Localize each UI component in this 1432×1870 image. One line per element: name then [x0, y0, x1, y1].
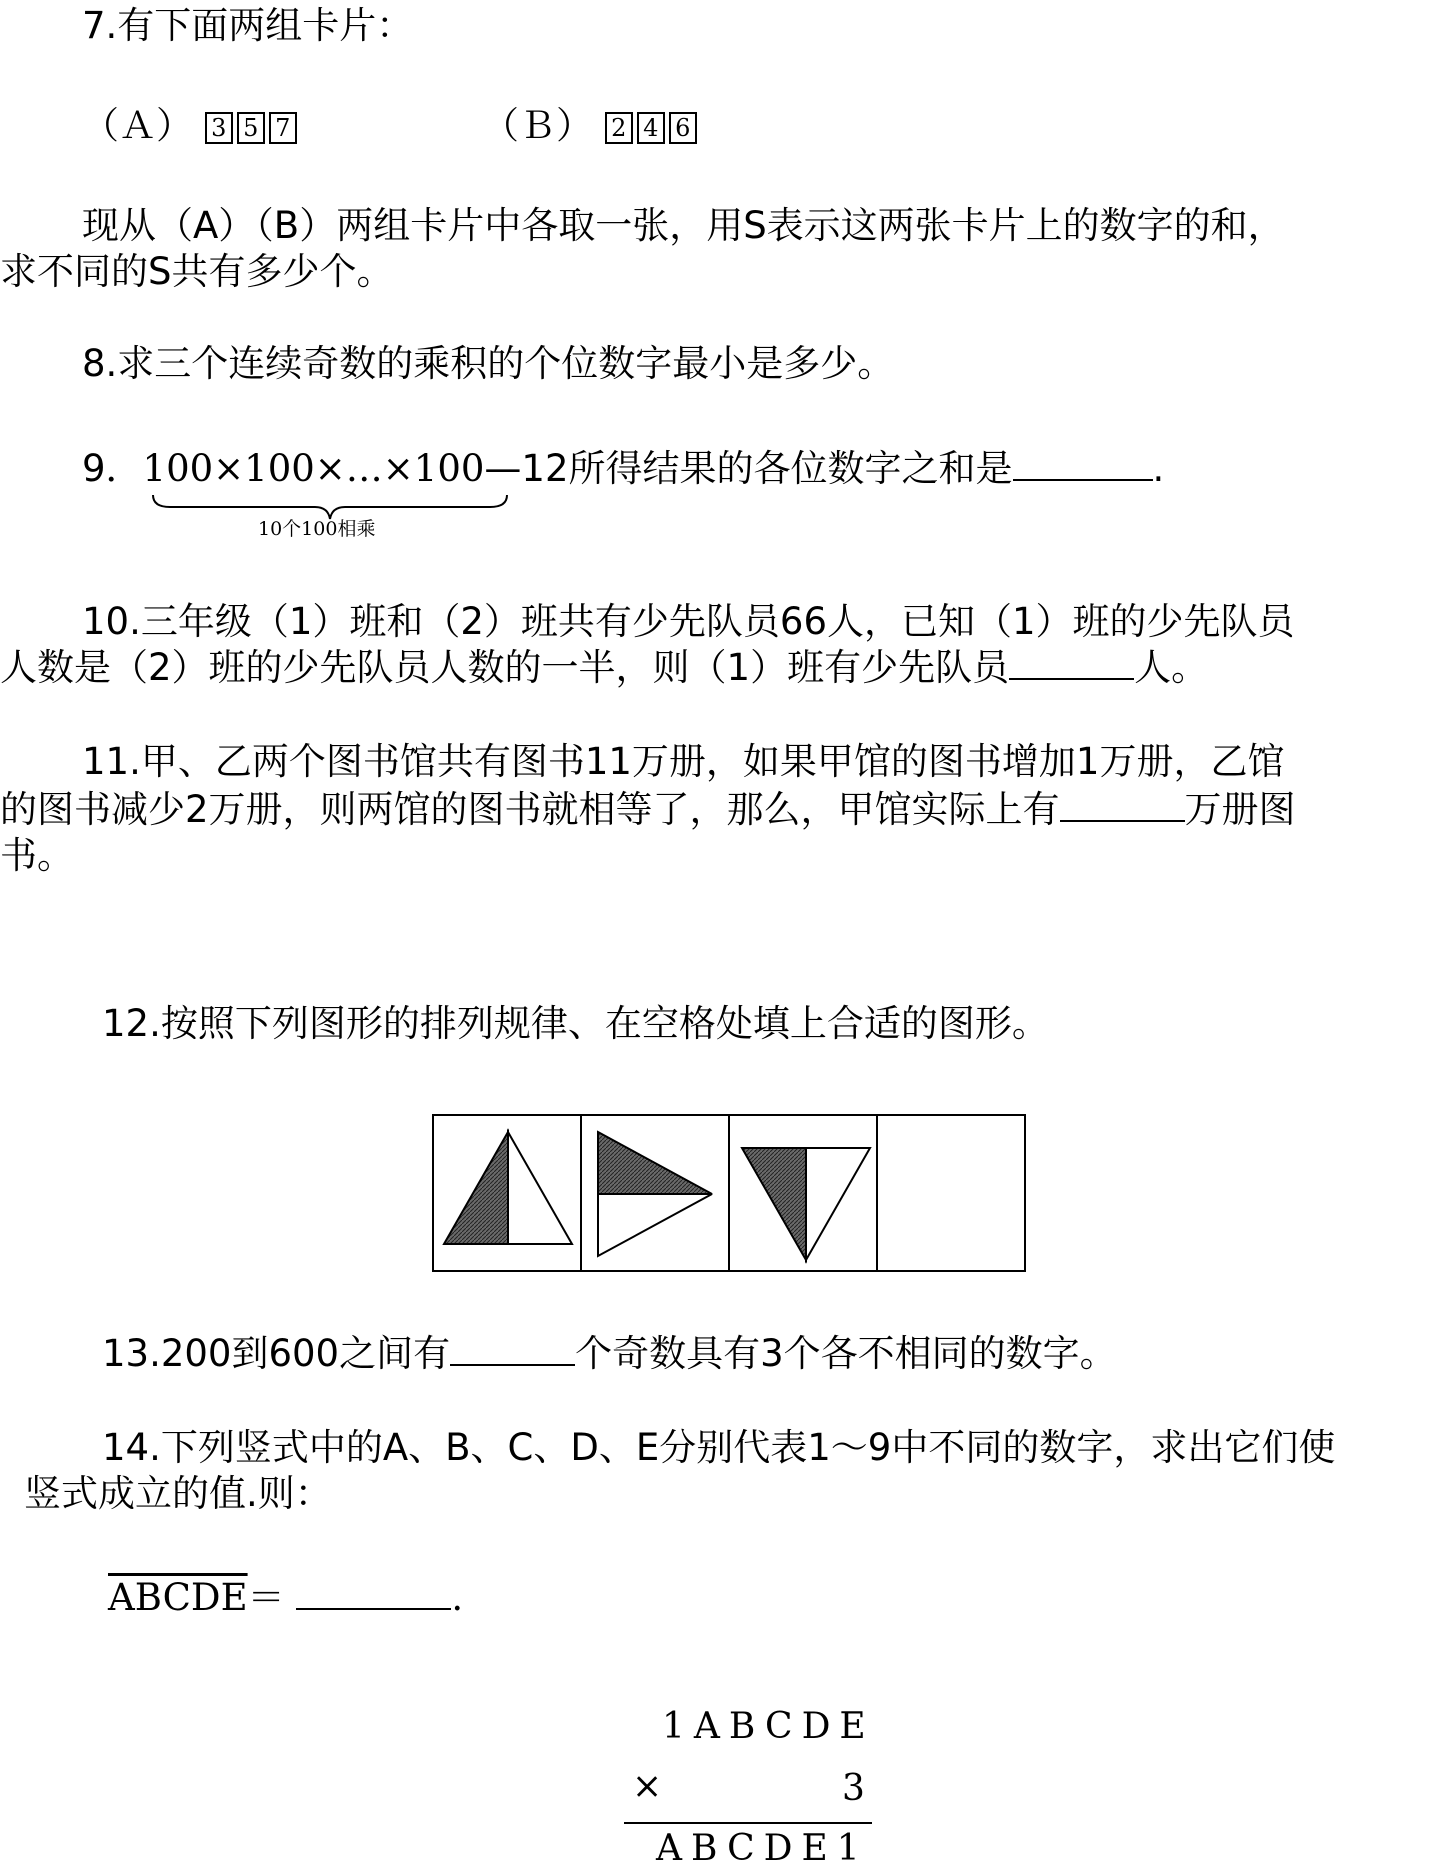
q9-expression: 100×100×…×100: [142, 447, 485, 490]
q14-answer-blank[interactable]: [296, 1574, 451, 1610]
q9-line: [82, 445, 1164, 493]
q7-cards-row-b: [482, 102, 701, 150]
card-a-1: 3: [205, 112, 233, 144]
q14-row3: ABCDE1: [656, 1828, 869, 1869]
q10-answer-blank[interactable]: [1009, 644, 1134, 680]
card-a-3: 7: [269, 112, 297, 144]
q7-text-line2: 求不同的S共有多少个。: [0, 250, 394, 293]
q11-line3: 书。: [0, 834, 74, 877]
q14-answer-label: ABCDE: [108, 1576, 248, 1619]
q14-answer-line: [108, 1574, 463, 1622]
q10-line2: [0, 644, 1208, 692]
q14-times: ×: [632, 1766, 672, 1807]
q14-line1: 14.下列竖式中的A、B、C、D、E分别代表1～9中不同的数字，求出它们使: [102, 1426, 1336, 1469]
group-a-label: （Ａ）: [82, 104, 193, 147]
q13-after: 个奇数具有3个各不相同的数字。: [575, 1332, 1117, 1375]
q7-text-line1: 现从（A）（B）两组卡片中各取一张，用S表示这两张卡片上的数字的和，: [82, 204, 1285, 247]
q12-pattern-figure: [430, 1112, 1030, 1280]
q13-before: 13.200到600之间有: [102, 1332, 451, 1375]
q11-line1: 11.甲、乙两个图书馆共有图书11万册，如果甲馆的图书增加1万册，乙馆: [82, 740, 1285, 783]
q9-tail: —12所得结果的各位数字之和是: [484, 447, 1013, 490]
card-b-3: 6: [669, 112, 697, 144]
q7-cards-row: [82, 102, 301, 150]
q14-row1: 1ABCDE: [662, 1706, 875, 1747]
q10-line2-before: 人数是（2）班的少先队员人数的一半，则（1）班有少先队员: [0, 646, 1010, 689]
group-b-label: （Ｂ）: [482, 104, 593, 147]
q8-text: 8.求三个连续奇数的乘积的个位数字最小是多少。: [82, 342, 895, 385]
q11-line2: [0, 786, 1296, 834]
q14-multiplier: 3: [842, 1768, 874, 1809]
q13-answer-blank[interactable]: [450, 1330, 575, 1366]
q11-line2-after: 万册图: [1184, 788, 1296, 831]
q9-brace-label: 10个100相乘: [258, 518, 376, 540]
card-b-1: 2: [605, 112, 633, 144]
q7-title: 7.有下面两组卡片：: [82, 4, 414, 47]
q14-line2: 竖式成立的值.则：: [24, 1472, 332, 1515]
card-b-2: 4: [637, 112, 665, 144]
q11-line2-before: 的图书减少2万册，则两馆的图书就相等了，那么，甲馆实际上有: [0, 788, 1060, 831]
q14-sum-rule: [624, 1822, 872, 1824]
q14-end: .: [451, 1576, 464, 1619]
q10-line1: 10.三年级（1）班和（2）班共有少先队员66人，已知（1）班的少先队员: [82, 600, 1295, 643]
q14-equals: ＝: [247, 1576, 285, 1619]
q13-line: [102, 1330, 1117, 1378]
q9-answer-blank[interactable]: [1013, 445, 1153, 481]
q11-answer-blank[interactable]: [1060, 786, 1185, 822]
q12-text: 12.按照下列图形的排列规律、在空格处填上合适的图形。: [102, 1002, 1049, 1045]
card-a-2: 5: [237, 112, 265, 144]
q9-number: 9．: [82, 447, 143, 490]
q10-line2-after: 人。: [1134, 646, 1209, 689]
q9-end: .: [1152, 447, 1165, 490]
